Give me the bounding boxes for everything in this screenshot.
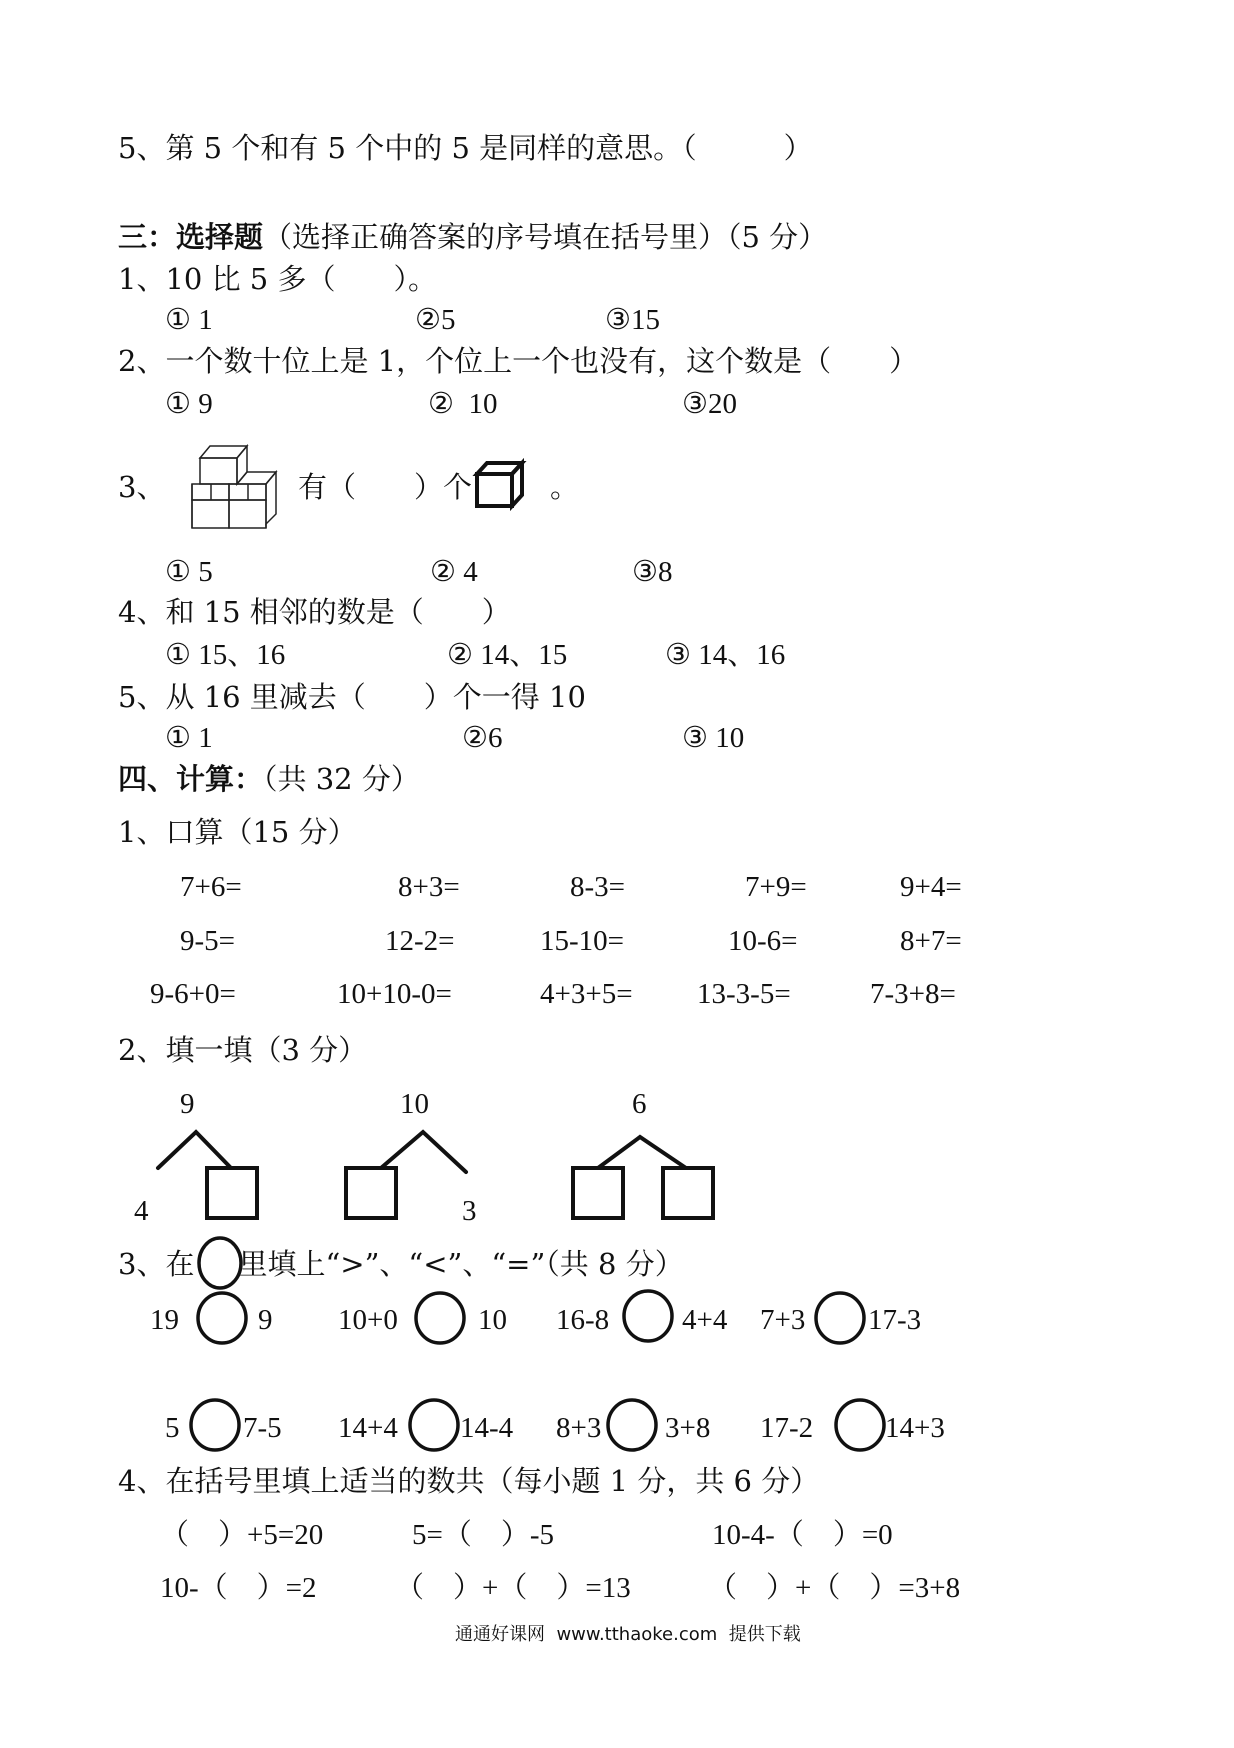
choice-q1-option-1: ① 1 (165, 304, 213, 336)
choice-q3-option-2: ② 4 (430, 556, 478, 588)
choice-q5-option-2: ②6 (462, 722, 503, 754)
compare-right: 10 (478, 1304, 507, 1336)
oral-calc-item: 4+3+5= (540, 978, 633, 1010)
compare-answer-circle (198, 1293, 246, 1343)
oral-calc-item: 7+6= (180, 871, 242, 903)
oral-calc-item: 8+7= (900, 925, 962, 957)
choice-q4-option-2: ② 14、15 (447, 639, 568, 671)
oral-calc-item: 9-5= (180, 925, 236, 957)
choice-q4-option-3: ③ 14、16 (665, 639, 786, 671)
oral-calc-item: 7-3+8= (870, 978, 956, 1010)
oral-calc-title: 1、口算（15 分） (118, 815, 357, 849)
compare-answer-circle (608, 1400, 656, 1450)
choice-q5-option-1: ① 1 (165, 722, 213, 754)
choice-q2-option-2: ② 10 (428, 388, 498, 420)
fill-number-item: （ ）+（ ）=13 (395, 1572, 631, 1604)
fill-number-item: 10-（ ）=2 (160, 1572, 317, 1604)
compare-title-post: 里填上“>”、“<”、“=”（共 8 分） (238, 1247, 684, 1281)
compare-left: 16-8 (556, 1304, 610, 1336)
compare-right: 7-5 (243, 1412, 282, 1444)
choice-q4: 4、和 15 相邻的数是（ ） (118, 595, 511, 629)
compare-answer-circle (416, 1293, 464, 1343)
compare-left: 14+4 (338, 1412, 398, 1444)
compare-right: 14+3 (885, 1412, 945, 1444)
choice-q1: 1、10 比 5 多（ ）。 (118, 262, 437, 296)
tree-1-left: 4 (134, 1195, 149, 1227)
oral-calc-item: 10+10-0= (337, 978, 452, 1010)
footer-credit: 通通好课网 www.tthaoke.com 提供下载 (455, 1624, 801, 1645)
compare-left: 17-2 (760, 1412, 814, 1444)
compare-right: 4+4 (682, 1304, 728, 1336)
fill-number-item: 5=（ ）-5 (412, 1519, 555, 1551)
compare-answer-circle (624, 1291, 672, 1341)
oral-calc-item: 13-3-5= (697, 978, 791, 1010)
compare-answer-circle (191, 1400, 239, 1450)
compare-right: 3+8 (665, 1412, 711, 1444)
compare-left: 19 (150, 1304, 179, 1336)
compare-right: 17-3 (868, 1304, 922, 1336)
compare-title-circle (199, 1238, 241, 1288)
choice-q5: 5、从 16 里减去（ ）个一得 10 (118, 680, 586, 714)
compare-left: 7+3 (760, 1304, 806, 1336)
compare-right: 14-4 (460, 1412, 514, 1444)
compare-title-pre: 3、在 (118, 1247, 195, 1281)
choice-q3-number: 3、 (118, 470, 166, 504)
choice-q3-end: 。 (550, 470, 580, 504)
choice-q3-text: 有（ ）个 (298, 470, 473, 504)
choice-q3-option-3: ③8 (632, 556, 673, 588)
fill-number-title: 4、在括号里填上适当的数共（每小题 1 分，共 6 分） (118, 1464, 820, 1498)
section-4-subtitle: （共 32 分） (263, 762, 420, 796)
oral-calc-item: 9-6+0= (150, 978, 236, 1010)
fill-number-item: （ ）+5=20 (160, 1519, 324, 1551)
compare-right: 9 (258, 1304, 273, 1336)
oral-calc-item: 8+3= (398, 871, 460, 903)
compare-answer-circle (410, 1400, 458, 1450)
oral-calc-item: 12-2= (385, 925, 455, 957)
fill-number-item: 10-4-（ ）=0 (712, 1519, 893, 1551)
tree-3-top: 6 (632, 1088, 647, 1120)
tree-2-right: 3 (462, 1195, 477, 1227)
section-4-title: 四、计算： (118, 762, 264, 796)
compare-answer-circle (836, 1400, 884, 1450)
choice-q2-option-3: ③20 (682, 388, 737, 420)
section-3-title: 三：选择题 (118, 220, 264, 254)
fill-number-item: （ ）+（ ）=3+8 (708, 1572, 961, 1604)
judge-item-5: 5、第 5 个和有 5 个中的 5 是同样的意思。（ ） (118, 131, 813, 165)
tree-2-top: 10 (400, 1088, 429, 1120)
choice-q5-option-3: ③ 10 (682, 722, 745, 754)
oral-calc-item: 8-3= (570, 871, 626, 903)
compare-answer-circle (816, 1293, 864, 1343)
tree-1-top: 9 (180, 1088, 195, 1120)
choice-q4-option-1: ① 15、16 (165, 639, 286, 671)
choice-q1-option-3: ③15 (605, 304, 660, 336)
fill-title: 2、填一填（3 分） (118, 1033, 368, 1067)
choice-q2-option-1: ① 9 (165, 388, 213, 420)
oral-calc-item: 7+9= (745, 871, 807, 903)
choice-q1-option-2: ②5 (415, 304, 456, 336)
compare-left: 10+0 (338, 1304, 398, 1336)
choice-q3-option-1: ① 5 (165, 556, 213, 588)
oral-calc-item: 10-6= (728, 925, 798, 957)
oral-calc-item: 15-10= (540, 925, 625, 957)
compare-left: 5 (165, 1412, 180, 1444)
choice-q2: 2、一个数十位上是 1，个位上一个也没有，这个数是（ ） (118, 344, 919, 378)
compare-left: 8+3 (556, 1412, 602, 1444)
section-3-subtitle: （选择正确答案的序号填在括号里）（5 分） (263, 220, 828, 254)
oral-calc-item: 9+4= (900, 871, 962, 903)
